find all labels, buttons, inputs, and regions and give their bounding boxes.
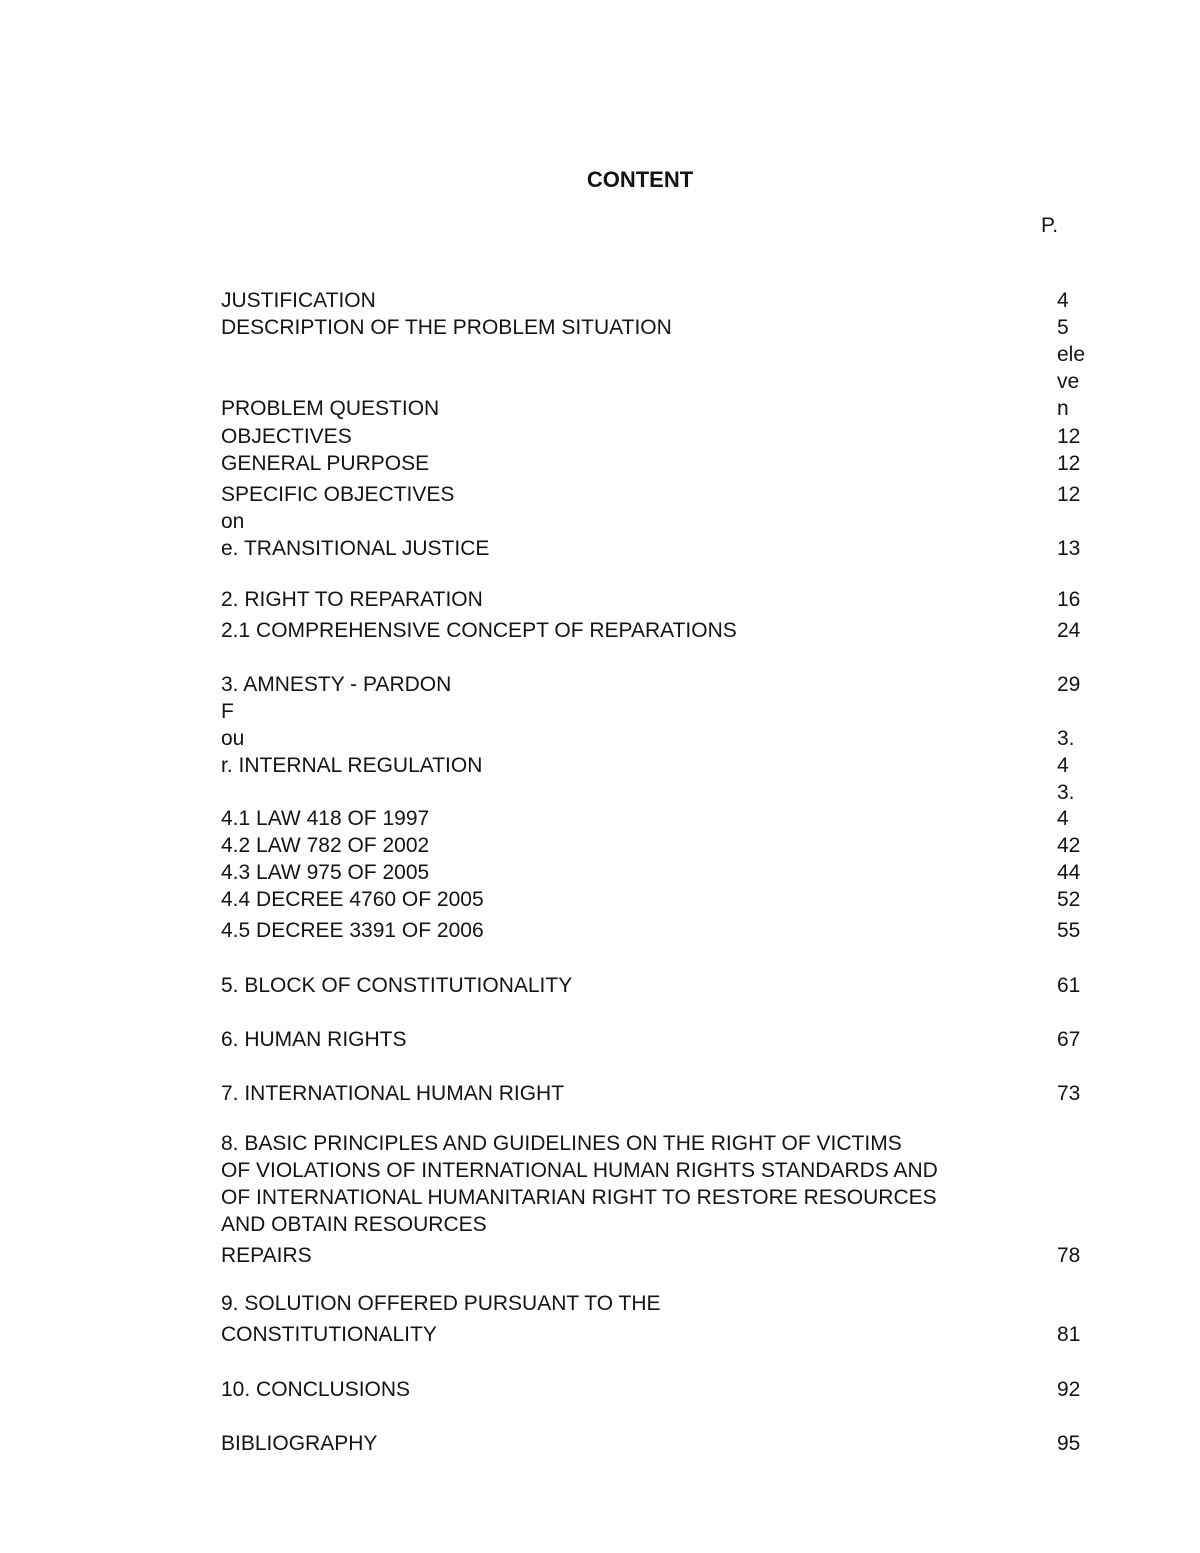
toc-entry-label: CONSTITUTIONALITY [221,1323,437,1346]
toc-entry-page: 81 [1057,1323,1081,1346]
toc-entry-page: 13 [1057,537,1081,560]
toc-entry-label: on [221,510,245,533]
toc-entry-page: 29 [1057,673,1081,696]
toc-entry-page: 5 [1057,316,1069,339]
toc-entry-label: PROBLEM QUESTION [221,397,440,420]
toc-entry-page: 3. [1057,727,1075,750]
toc-entry-page: 3. [1057,781,1075,804]
toc-entry-label: OF INTERNATIONAL HUMANITARIAN RIGHT TO RESTORE RESOURCES [221,1186,937,1209]
toc-entry-label: AND OBTAIN RESOURCES [221,1213,487,1236]
toc-entry-page: 4 [1057,289,1069,312]
toc-entry-label: 4.5 DECREE 3391 OF 2006 [221,919,484,942]
toc-entry-page: ve [1057,370,1080,393]
toc-entry-label: 4.1 LAW 418 OF 1997 [221,807,430,830]
toc-entry-page: 12 [1057,425,1081,448]
toc-entry-page: 24 [1057,619,1081,642]
toc-entry-label: JUSTIFICATION [221,289,376,312]
toc-entry-page: 4 [1057,754,1069,777]
toc-entry-label: 8. BASIC PRINCIPLES AND GUIDELINES ON THE RIGHT OF VICTIMS [221,1132,902,1155]
toc-entry-label: 6. HUMAN RIGHTS [221,1028,407,1051]
toc-entry-label: OF VIOLATIONS OF INTERNATIONAL HUMAN RIGHTS STANDARDS AND [221,1159,938,1182]
toc-entry-label: GENERAL PURPOSE [221,452,430,475]
toc-entry-page: 12 [1057,483,1081,506]
toc-entry-label: OBJECTIVES [221,425,352,448]
toc-entry-label: 2. RIGHT TO REPARATION [221,588,483,611]
toc-entry-label: 4.4 DECREE 4760 OF 2005 [221,888,484,911]
toc-entry-page: 67 [1057,1028,1081,1051]
toc-entry-page: 12 [1057,452,1081,475]
toc-entry-label: 4.2 LAW 782 OF 2002 [221,834,430,857]
toc-entry-page: n [1057,397,1069,420]
toc-entry-label: F [221,700,234,723]
page-column-header: P. [1041,214,1059,237]
document-title: CONTENT [586,167,694,192]
toc-entry-label: SPECIFIC OBJECTIVES [221,483,455,506]
toc-entry-label: REPAIRS [221,1244,312,1267]
toc-entry-page: 92 [1057,1378,1081,1401]
toc-entry-page: 44 [1057,861,1081,884]
toc-entry-label: DESCRIPTION OF THE PROBLEM SITUATION [221,316,672,339]
toc-entry-page: 73 [1057,1082,1081,1105]
toc-entry-label: 10. CONCLUSIONS [221,1378,411,1401]
toc-entry-label: ou [221,727,245,750]
toc-entry-label: e. TRANSITIONAL JUSTICE [221,537,490,560]
toc-entry-label: BIBLIOGRAPHY [221,1432,378,1455]
toc-entry-label: 7. INTERNATIONAL HUMAN RIGHT [221,1082,565,1105]
toc-entry-page: 42 [1057,834,1081,857]
toc-entry-page: 78 [1057,1244,1081,1267]
toc-entry-page: 55 [1057,919,1081,942]
toc-entry-label: 5. BLOCK OF CONSTITUTIONALITY [221,974,573,997]
toc-entry-label: 4.3 LAW 975 OF 2005 [221,861,430,884]
toc-entry-page: 61 [1057,974,1081,997]
toc-entry-page: 95 [1057,1432,1081,1455]
toc-entry-page: 16 [1057,588,1081,611]
toc-entry-label: 3. AMNESTY - PARDON [221,673,452,696]
toc-entry-label: 2.1 COMPREHENSIVE CONCEPT OF REPARATIONS [221,619,737,642]
toc-entry-label: 9. SOLUTION OFFERED PURSUANT TO THE [221,1292,661,1315]
toc-entry-label: r. INTERNAL REGULATION [221,754,483,777]
toc-entry-page: ele [1057,343,1086,366]
toc-entry-page: 52 [1057,888,1081,911]
toc-entry-page: 4 [1057,807,1069,830]
